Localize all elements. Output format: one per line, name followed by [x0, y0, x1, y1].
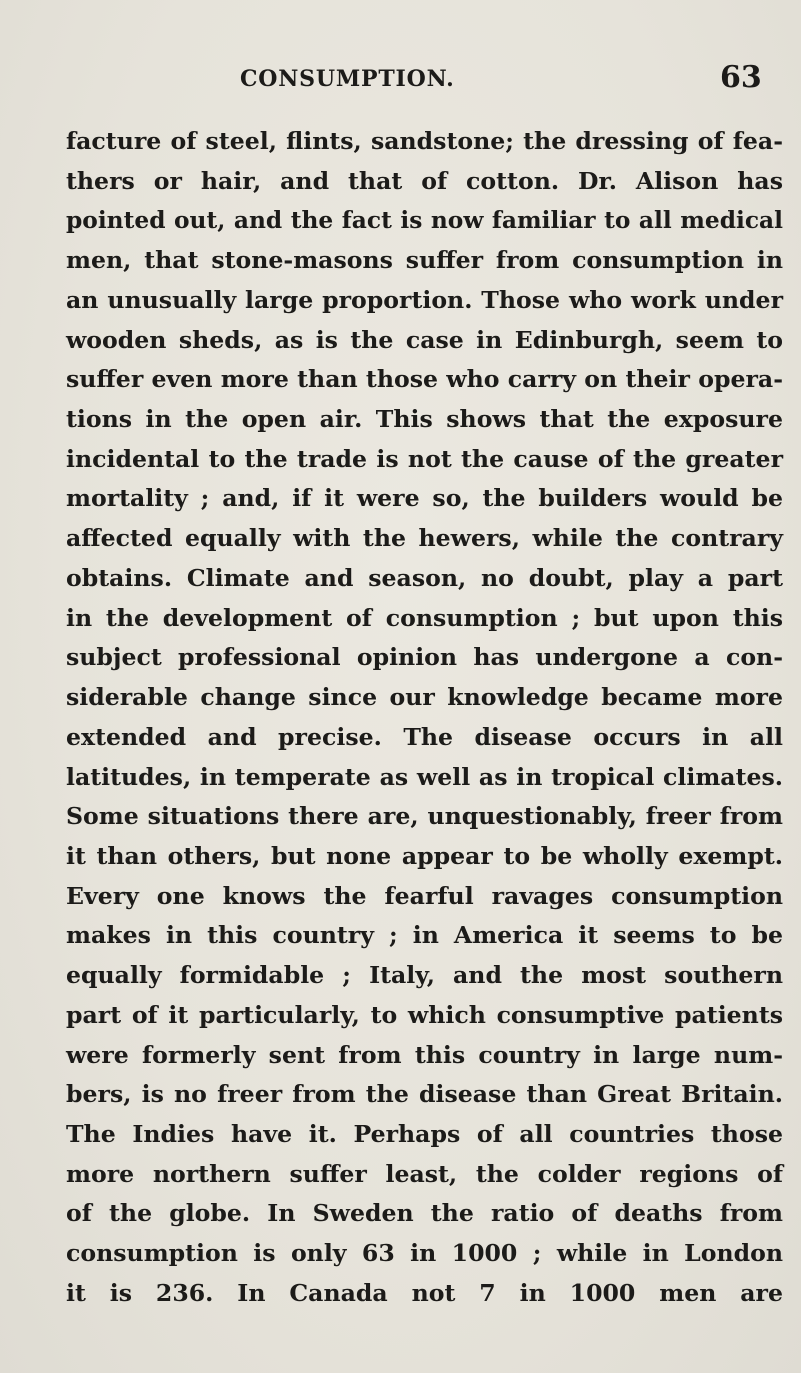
text-line: equally formidable ; Italy, and the most southern	[66, 961, 783, 990]
text-line: suffer even more than those who carry on their opera-	[66, 365, 783, 394]
text-line: an unusually large proportion. Those who work under	[66, 285, 783, 314]
text-line: tions in the open air. This shows that the exposure	[66, 405, 783, 434]
text-line: were formerly sent from this country in large num-	[66, 1040, 783, 1069]
text-line: it is 236. In Canada not 7 in 1000 men are	[66, 1278, 783, 1307]
text-line: facture of steel, flints, sandstone; the dressing of fea-	[66, 127, 783, 155]
text-line: makes in this country ; in America it seems to be	[66, 921, 783, 950]
text-line: Some situations there are, unquestionably, freer from	[66, 802, 783, 831]
text-line: wooden sheds, as is the case in Edinburgh, seem to	[66, 325, 783, 354]
text-line: it than others, but none appear to be wholly exempt.	[66, 841, 783, 870]
body-text	[66, 122, 783, 1314]
text-line: men, that stone-masons suffer from consumption in	[66, 246, 783, 275]
text-line: consumption is only 63 in 1000 ; while in London	[66, 1239, 783, 1268]
text-line: affected equally with the hewers, while the contrary	[66, 524, 783, 553]
text-line: of the globe. In Sweden the ratio of deaths from	[66, 1199, 783, 1228]
text-line: The Indies have it. Perhaps of all countries those	[66, 1119, 783, 1148]
text-line: subject professional opinion has undergone a con-	[66, 643, 783, 672]
text-line: part of it particularly, to which consumptive patients	[66, 1000, 783, 1029]
text-line: latitudes, in temperate as well as in tropical climates.	[66, 762, 783, 791]
running-title: CONSUMPTION.	[240, 66, 455, 92]
text-line: thers or hair, and that of cotton. Dr. Alison has	[66, 166, 783, 195]
text-line: in the development of consumption ; but upon this	[66, 603, 783, 632]
text-line: more northern suffer least, the colder regions of	[66, 1159, 783, 1188]
text-line: mortality ; and, if it were so, the builders would be	[66, 484, 783, 513]
text-line: siderable change since our knowledge became more	[66, 683, 783, 712]
text-line: extended and precise. The disease occurs in all	[66, 722, 783, 751]
text-line: incidental to the trade is not the cause of the greater	[66, 444, 783, 473]
page-number: 63	[720, 60, 762, 95]
text-line: obtains. Climate and season, no doubt, play a part	[66, 563, 783, 592]
running-head	[0, 60, 801, 100]
text-line: bers, is no freer from the disease than Great Britain.	[66, 1080, 783, 1109]
text-line: pointed out, and the fact is now familiar to all medical	[66, 207, 783, 235]
text-line: Every one knows the fearful ravages consumption	[66, 881, 783, 910]
